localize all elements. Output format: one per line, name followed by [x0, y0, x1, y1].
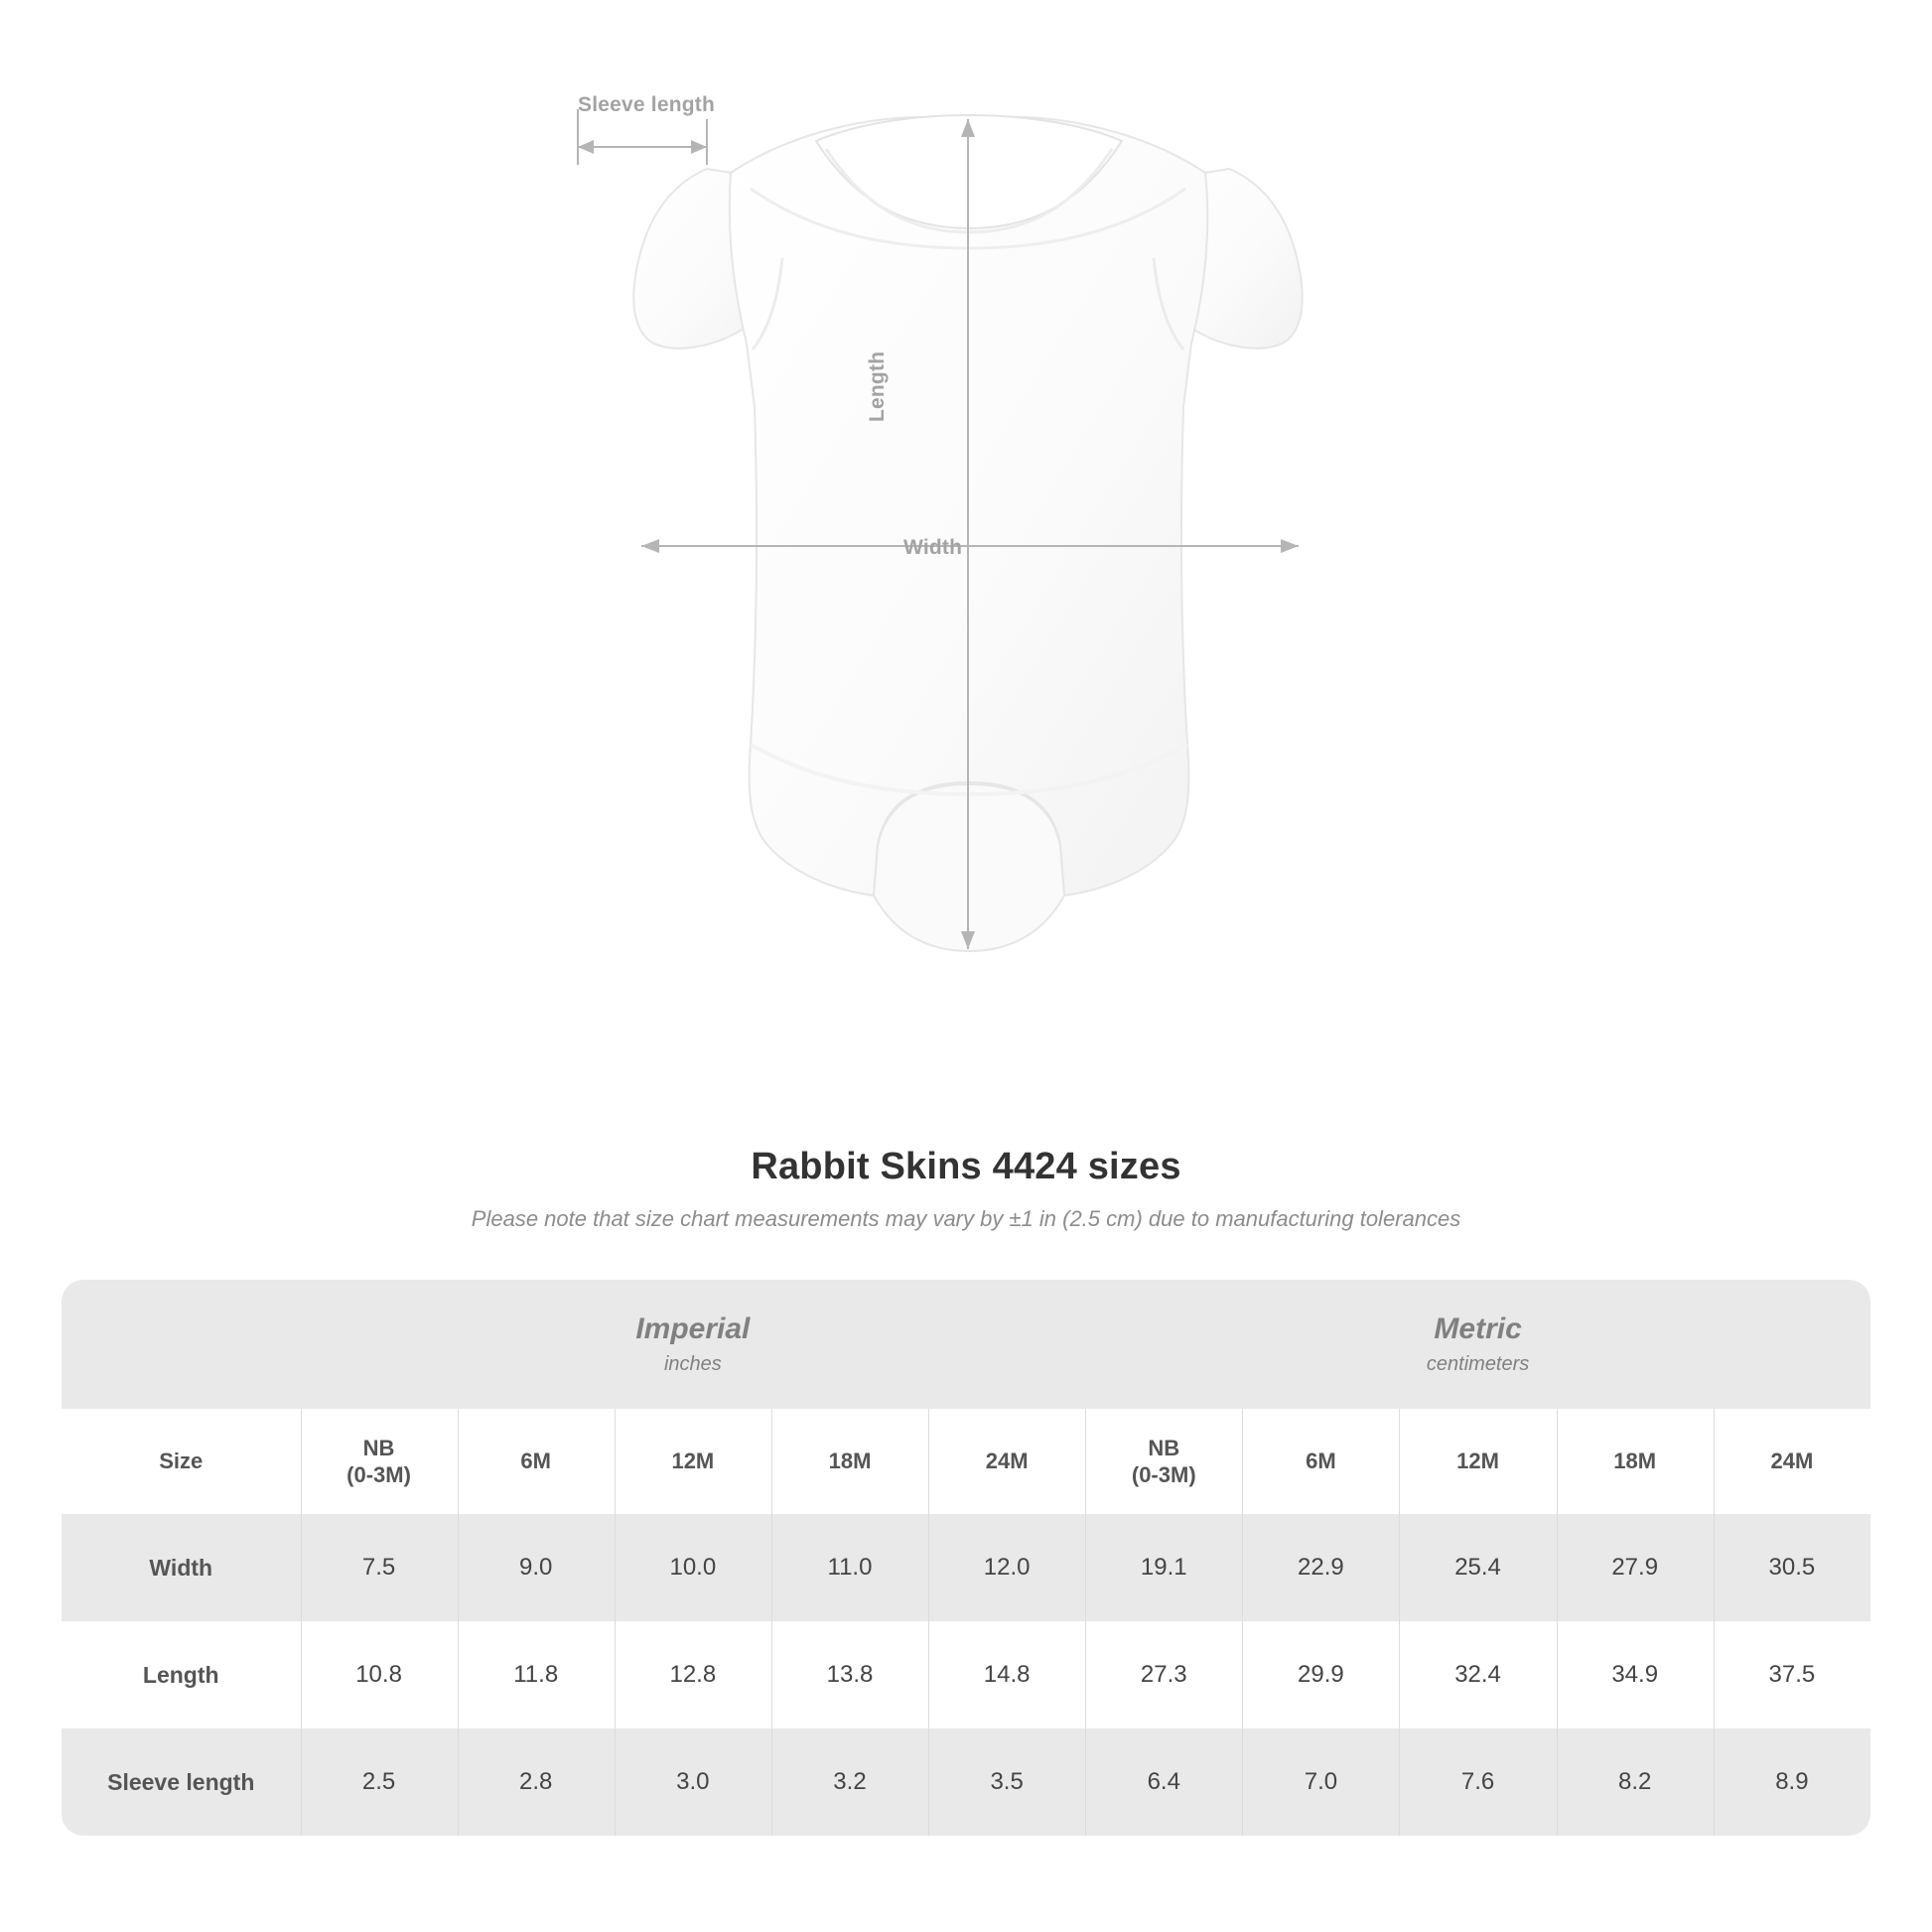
row-label-width: Width: [62, 1514, 301, 1621]
bodysuit-graphic: [556, 109, 1380, 1082]
chart-heading: [0, 1146, 1932, 1232]
cell-width-nb-cm: 19.1: [1085, 1514, 1242, 1621]
cell-width-18m-cm: 27.9: [1557, 1514, 1714, 1621]
cell-sleeve-12m-cm: 7.6: [1399, 1728, 1556, 1836]
size-header-cell-6m-imperial: [458, 1409, 615, 1514]
size-header-cell-nb-imperial: [301, 1409, 458, 1514]
cell-width-24m-cm: 30.5: [1714, 1514, 1870, 1621]
cell-length-24m-cm: 37.5: [1714, 1621, 1870, 1728]
unit-group-metric-name: Metric: [1434, 1312, 1522, 1345]
cell-width-6m-in: 9.0: [458, 1514, 615, 1621]
cell-length-nb-cm: 27.3: [1085, 1621, 1242, 1728]
size-header-cell-12m-imperial: [615, 1409, 771, 1514]
cell-length-12m-cm: 32.4: [1399, 1621, 1556, 1728]
size-header-line2: (0-3M): [1131, 1462, 1196, 1487]
cell-length-12m-in: 12.8: [615, 1621, 771, 1728]
cell-length-nb-in: 10.8: [301, 1621, 458, 1728]
cell-sleeve-18m-cm: 8.2: [1557, 1728, 1714, 1836]
cell-sleeve-nb-in: 2.5: [301, 1728, 458, 1836]
unit-group-row: [62, 1280, 1870, 1409]
cell-length-18m-in: 13.8: [771, 1621, 928, 1728]
size-table: [62, 1280, 1870, 1836]
cell-width-12m-cm: 25.4: [1399, 1514, 1556, 1621]
cell-length-24m-in: 14.8: [928, 1621, 1085, 1728]
bodysuit-svg: [556, 109, 1380, 1082]
size-header-cell-24m-metric: [1714, 1409, 1870, 1514]
table-row: [62, 1728, 1870, 1836]
size-header-line1: NB: [1148, 1435, 1180, 1460]
size-table-container: [62, 1280, 1870, 1836]
row-label-length: Length: [62, 1621, 301, 1728]
size-header-row: [62, 1409, 1870, 1514]
unit-group-imperial-name: Imperial: [635, 1312, 751, 1345]
size-header-cell-24m-imperial: [928, 1409, 1085, 1514]
cell-sleeve-24m-in: 3.5: [928, 1728, 1085, 1836]
tolerance-note: Please note that size chart measurements may vary by ±1 in (2.5 cm) due to manufacturing tolerances: [471, 1206, 1461, 1231]
cell-sleeve-24m-cm: 8.9: [1714, 1728, 1870, 1836]
size-header-line1: 18M: [828, 1449, 872, 1474]
cell-sleeve-6m-in: 2.8: [458, 1728, 615, 1836]
cell-sleeve-nb-cm: 6.4: [1085, 1728, 1242, 1836]
unit-group-imperial: [301, 1280, 1086, 1409]
size-header-label: Size: [62, 1409, 301, 1514]
cell-length-18m-cm: 34.9: [1557, 1621, 1714, 1728]
size-header-line2: (0-3M): [346, 1462, 411, 1487]
size-header-line1: 12M: [1456, 1449, 1499, 1474]
size-header-cell-18m-imperial: [771, 1409, 928, 1514]
unit-group-imperial-sub: inches: [663, 1353, 722, 1375]
sleeve-length-dimension-label: Sleeve length: [578, 93, 715, 116]
cell-sleeve-6m-cm: 7.0: [1242, 1728, 1399, 1836]
size-header-line1: 24M: [1770, 1449, 1814, 1474]
row-label-sleeve-length: Sleeve length: [62, 1728, 301, 1836]
cell-width-24m-in: 12.0: [928, 1514, 1085, 1621]
cell-length-6m-cm: 29.9: [1242, 1621, 1399, 1728]
size-header-cell-12m-metric: [1399, 1409, 1556, 1514]
size-header-cell-6m-metric: [1242, 1409, 1399, 1514]
size-header-cell-18m-metric: [1557, 1409, 1714, 1514]
size-header-line1: 18M: [1613, 1449, 1657, 1474]
size-header-cell-nb-metric: [1085, 1409, 1242, 1514]
size-header-line1: 24M: [985, 1449, 1029, 1474]
table-row: [62, 1514, 1870, 1621]
unit-group-metric: [1085, 1280, 1870, 1409]
page-title: Rabbit Skins 4424 sizes: [751, 1146, 1181, 1187]
unit-group-metric-sub: centimeters: [1426, 1353, 1530, 1375]
cell-width-12m-in: 10.0: [615, 1514, 771, 1621]
unit-spacer-cell: [62, 1280, 301, 1409]
size-header-line1: NB: [362, 1435, 395, 1460]
cell-width-nb-in: 7.5: [301, 1514, 458, 1621]
cell-sleeve-18m-in: 3.2: [771, 1728, 928, 1836]
size-header-line1: 12M: [671, 1449, 715, 1474]
cell-sleeve-12m-in: 3.0: [615, 1728, 771, 1836]
width-dimension-label: Width: [903, 536, 963, 559]
size-header-line1: 6M: [520, 1449, 551, 1474]
cell-length-6m-in: 11.8: [458, 1621, 615, 1728]
size-header-line1: 6M: [1306, 1449, 1336, 1474]
length-dimension-label: Length: [866, 350, 889, 422]
table-row: [62, 1621, 1870, 1728]
cell-width-18m-in: 11.0: [771, 1514, 928, 1621]
cell-width-6m-cm: 22.9: [1242, 1514, 1399, 1621]
